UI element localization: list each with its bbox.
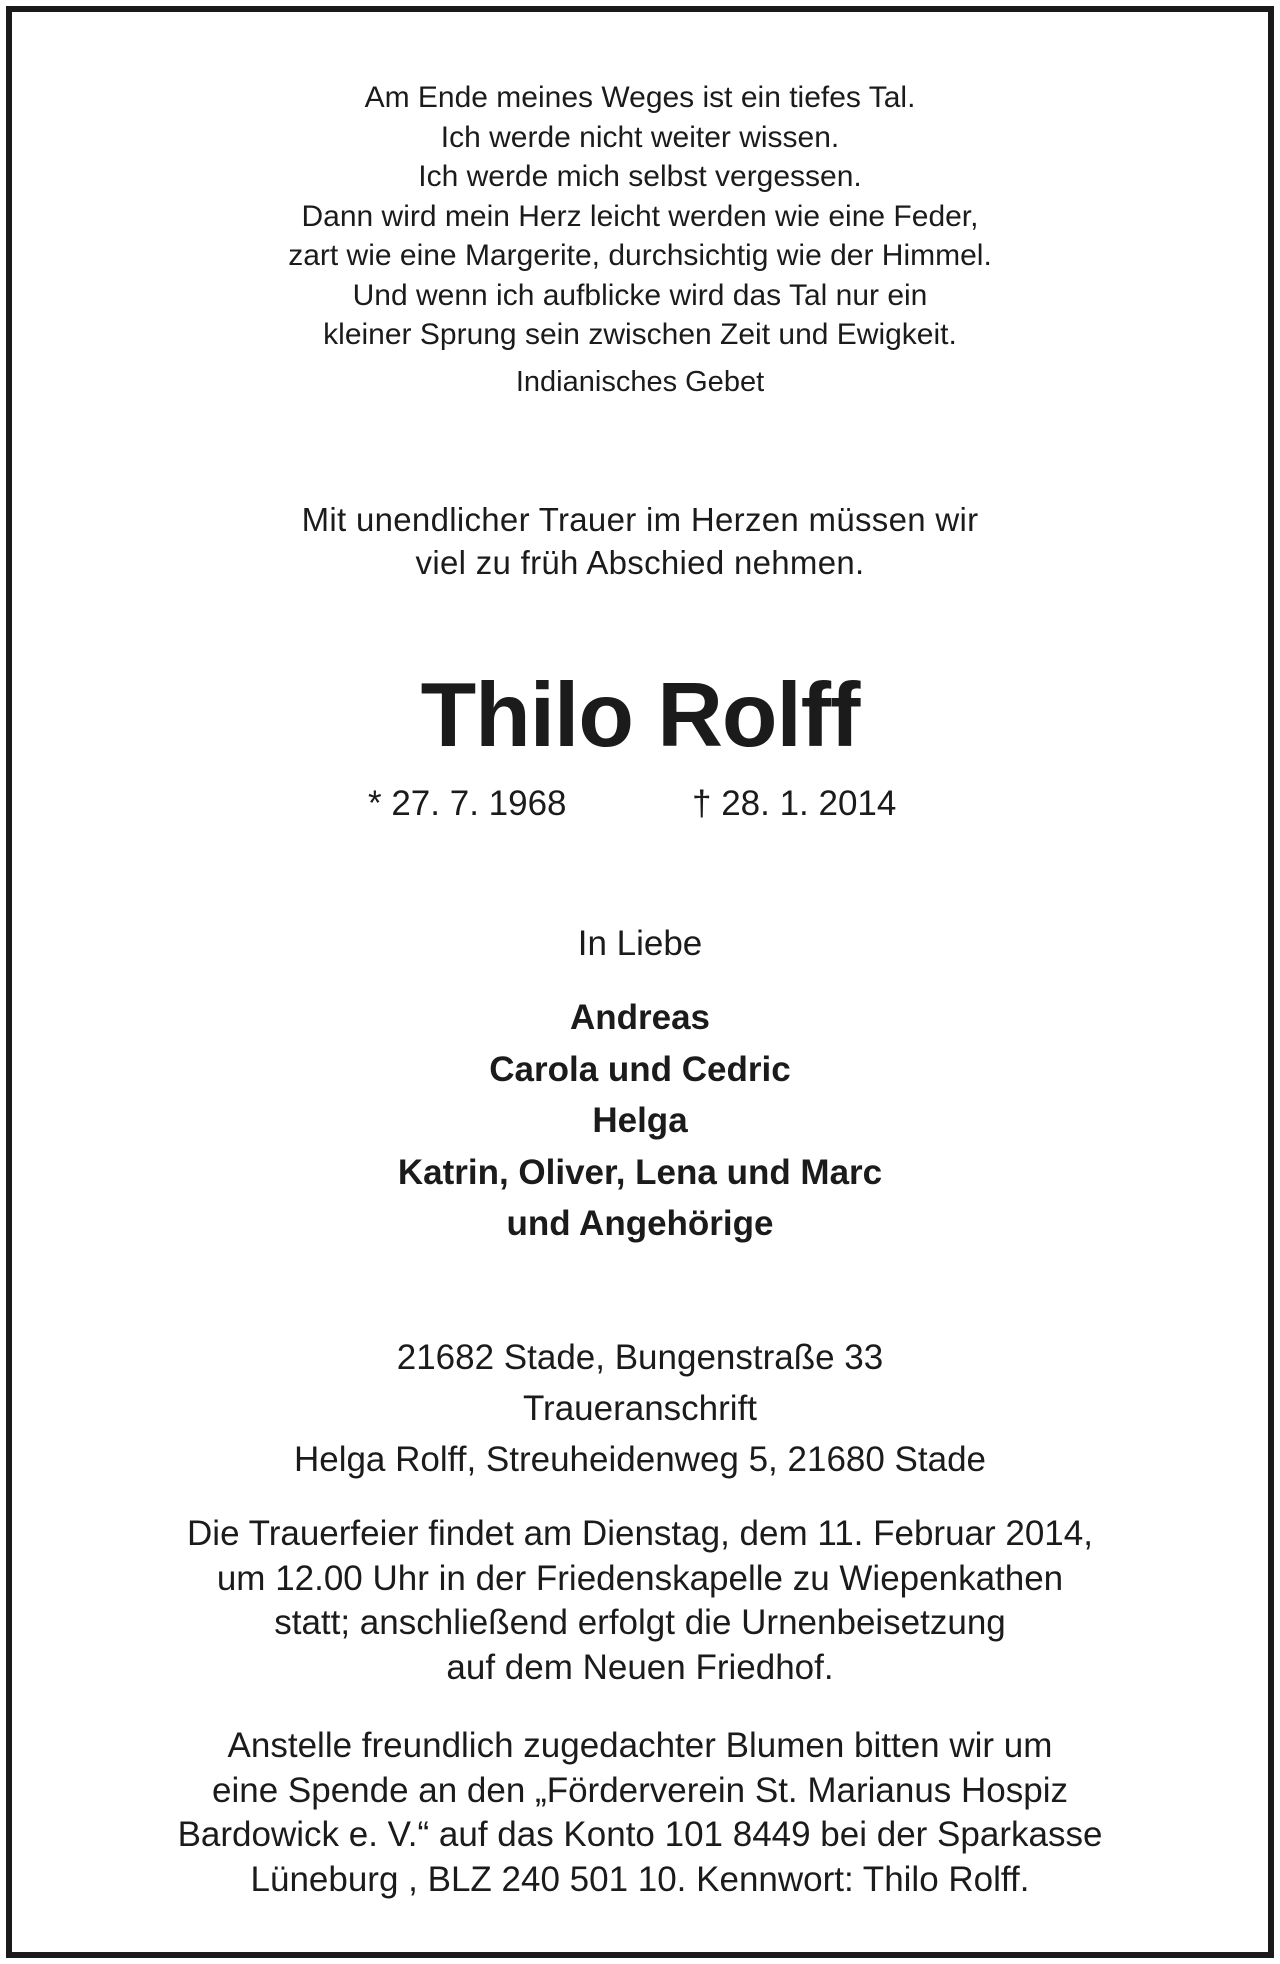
donation-line: eine Spende an den „Förderverein St. Marianus Hospiz [211, 1770, 1069, 1810]
donation-info [12, 1724, 1268, 1902]
poem [12, 78, 1268, 355]
mourners-list [12, 992, 1268, 1250]
poem-source: Indianisches Gebet [515, 366, 765, 398]
intro-line: viel zu früh Abschied nehmen. [415, 544, 865, 581]
ceremony-line: auf dem Neuen Friedhof. [446, 1647, 834, 1687]
mourner: Helga [592, 1101, 688, 1140]
mourner: Carola und Cedric [489, 1049, 791, 1089]
mourner: Andreas [569, 998, 711, 1037]
death-date: † 28. 1. 2014 [692, 784, 897, 823]
poem-line: Am Ende meines Weges ist ein tiefes Tal. [364, 81, 916, 114]
ceremony-info [12, 1512, 1268, 1690]
address-block [12, 1332, 1268, 1485]
address-line: Helga Rolff, Streuheidenweg 5, 21680 Stade [293, 1440, 987, 1479]
ceremony-line: statt; anschließend erfolgt die Urnenbeisetzung [274, 1603, 1006, 1642]
poem-line: zart wie eine Margerite, durchsichtig wie der Himmel. [288, 239, 992, 272]
donation-line: Lüneburg , BLZ 240 501 10. Kennwort: Thilo Rolff. [250, 1859, 1030, 1899]
address-line: Traueranschrift [522, 1389, 758, 1428]
poem-line: Dann wird mein Herz leicht werden wie eine Feder, [301, 199, 979, 233]
donation-line: Bardowick e. V.“ auf das Konto 101 8449 bei der Sparkasse [177, 1815, 1103, 1854]
birth-date: * 27. 7. 1968 [368, 784, 567, 823]
deceased-name: Thilo Rolff [420, 665, 860, 766]
mourner: Katrin, Oliver, Lena und Marc [397, 1152, 883, 1192]
obituary-notice [6, 6, 1274, 1958]
ceremony-line: um 12.00 Uhr in der Friedenskapelle zu Wiepenkathen [216, 1558, 1064, 1598]
address-line: 21682 Stade, Bungenstraße 33 [396, 1338, 884, 1377]
poem-line: Und wenn ich aufblicke wird das Tal nur ein [352, 278, 928, 312]
in-liebe-label: In Liebe [577, 924, 703, 963]
ceremony-line: Die Trauerfeier findet am Dienstag, dem 11. Februar 2014, [187, 1514, 1093, 1553]
intro-text [12, 498, 1268, 584]
donation-line: Anstelle freundlich zugedachter Blumen bitten wir um [227, 1726, 1053, 1765]
poem-line: kleiner Sprung sein zwischen Zeit und Ewigkeit. [323, 318, 957, 351]
mourner: und Angehörige [506, 1204, 774, 1243]
poem-line: Ich werde mich selbst vergessen. [418, 160, 862, 193]
poem-line: Ich werde nicht weiter wissen. [440, 120, 840, 154]
intro-line: Mit unendlicher Trauer im Herzen müssen wir [301, 501, 979, 538]
